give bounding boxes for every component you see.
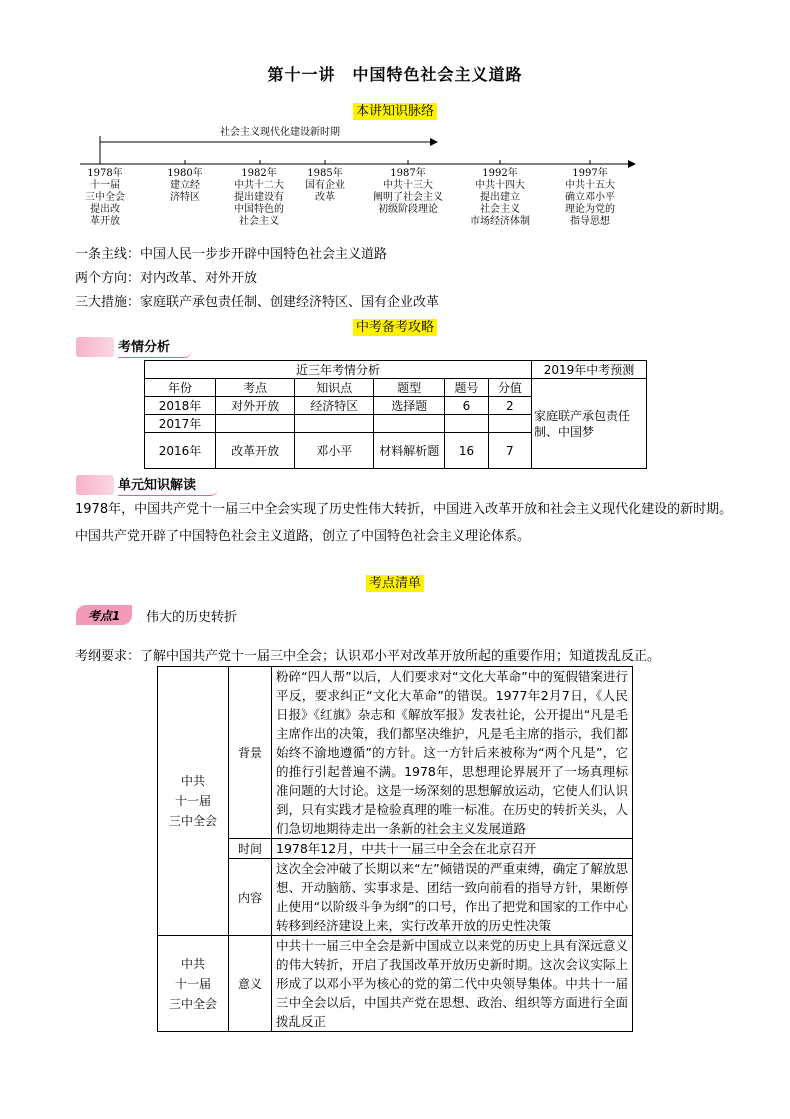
detail-table: 中共 十一届 三中全会 背景 粉碎“四人帮”以后，人们要求对“文化大革命”中的冤假错案进行平反，要求纠正“文化大革命”的错误。1977年2月7日，《人民日报》《红旗》杂志和《解放军报》发表社论，公开提出“凡是毛主席作出的决策，我们都坚决维护，凡是毛主席的指示，我们都始终不渝地遵循”的方针。这一方针后来被称为“两个凡是”，它的推行引起普遍不满。1978年，思想理论界展开了一场真理标准问题的大讨论。这是一场深刻的思想解放运动，它使人们认识到，只有实践才是检验真理的唯一标准。在历史的转折关头，人们急切地期待走出一条新的社会主义发展道路 时间 1978年12月，中共十一届三中全会在北京召开 内容 这次全会冲破了长期以来“左”倾错误的严重束缚，确定了解放思想、开动脑筋、实事求是、团结一致向前看的指导方针，果断停止使用“以阶级斗争为纲”的口号，作出了把党和国家的工作中心转移到经济建设上来，实行改革开放的历史性决策 中共 十一届 三中全会 意义 中共十一届三中全会是新中国成立以来党的历史上具有深远意义的伟大转折，开启了我国改革开放历史新时期。这次会议实际上形成了以邓小平为核心的党的第二代中央领导集体。中共十一届三中全会以后，中国共产党在思想、政治、组织等方面进行全面拨乱反正: [157, 666, 633, 1032]
background-text: 粉碎“四人帮”以后，人们要求对“文化大革命”中的冤假错案进行平反，要求纠正“文化大革命”的错误。1977年2月7日，《人民日报》《红旗》杂志和《解放军报》发表社论，公开提出“凡是毛主席作出的决策，我们都坚决维护，凡是毛主席的指示，我们都始终不渝地遵循”的方针。这一方针后来被称为“两个凡是”，它的推行引起普遍不满。1978年，思想理论界展开了一场真理标准问题的大讨论。这是一场深刻的思想解放运动，它使人们认识到，只有实践才是检验真理的唯一标准。在历史的转折关头，人们急切地期待走出一条新的社会主义发展道路: [272, 667, 633, 839]
unit-tag: 单元知识解读: [76, 474, 218, 496]
three-measures: 三大措施：家庭联产承包责任制、创建经济特区、国有企业改革: [75, 295, 440, 310]
timeline-event: 1985年 国有企业 改革: [305, 168, 345, 203]
books-icon: [76, 475, 114, 495]
kaodian-list-heading: 考点清单: [366, 575, 424, 592]
content-text: 这次全会冲破了长期以来“左”倾错误的严重束缚，确定了解放思想、开动脑筋、实事求是、团结一致向前看的指导方针，果断停止使用“以阶级斗争为纲”的口号，作出了把党和国家的工作中心转移到经济建设上来，实行改革开放的历史性决策: [272, 859, 633, 936]
timeline-event: 1978年 十一届 三中全会 提出改 革开放: [85, 168, 125, 227]
books-icon: [76, 337, 114, 357]
timeline-event: 1987年 中共十三大 阐明了社会主义 初级阶段理论: [373, 168, 443, 215]
timeline-event: 1980年 建立经 济特区: [167, 168, 203, 203]
timeline-event: 1992年 中共十四大 提出建立 社会主义 市场经济体制: [470, 168, 530, 227]
time-text: 1978年12月，中共十一届三中全会在北京召开: [272, 839, 633, 859]
kaodian-title: 伟大的历史转折: [146, 609, 238, 625]
exam-table: 近三年考情分析 2019年中考预测 年份 考点 知识点 题型 题号 分值 家庭联产承包责任制、中国梦 2018年 对外开放 经济特区 选择题 6 2 2017年 2016年 改革开放 邓小平 材料解析题 16 7: [144, 360, 647, 469]
timeline-event: 1997年 中共十五大 确立邓小平 理论为党的 指导思想: [565, 168, 615, 227]
exam-requirement: 考纲要求：了解中国共产党十一届三中全会；认识邓小平对改革开放所起的重要作用；知道拨乱反正。: [75, 649, 661, 664]
page-title: 第十一讲 中国特色社会主义道路: [267, 65, 523, 84]
group-label: 中共 十一届 三中全会: [158, 936, 229, 1032]
main-line: 一条主线：中国人民一步步开辟中国特色社会主义道路: [75, 247, 388, 262]
arrow-head-icon: [628, 160, 636, 168]
two-directions: 两个方向：对内改革、对外开放: [75, 271, 258, 286]
prediction-cell: 家庭联产承包责任制、中国梦: [532, 379, 647, 469]
significance-text: 中共十一届三中全会是新中国成立以来党的历史上具有深远意义的伟大转折，开启了我国改革开放历史新时期。这次会议实际上形成了以邓小平为核心的党的第二代中央领导集体。中共十一届三中全会以后，中国共产党在思想、政治、组织等方面进行全面拨乱反正: [272, 936, 633, 1032]
group-label: 中共 十一届 三中全会: [158, 667, 229, 936]
unit-paragraph: 1978年，中国共产党十一届三中全会实现了历史性伟大转折，中国进入改革开放和社会主义现代化建设的新时期。中国共产党开辟了中国特色社会主义道路，创立了中国特色社会主义理论体系。: [75, 502, 733, 544]
kaodian-header: [76, 605, 237, 625]
exam-strategy-heading: 中考备考攻略: [353, 319, 437, 336]
kaodian-badge: 考点1: [76, 605, 132, 625]
timeline-event: 1982年 中共十二大 提出建设有 中国特色的 社会主义: [234, 168, 284, 227]
timeline-arrow-label: 社会主义现代化建设新时期: [220, 127, 340, 138]
section-map-heading: 本讲知识脉络: [353, 103, 437, 120]
arrow-head-icon: [430, 138, 438, 146]
exam-analysis-tag: 考情分析: [76, 336, 192, 358]
